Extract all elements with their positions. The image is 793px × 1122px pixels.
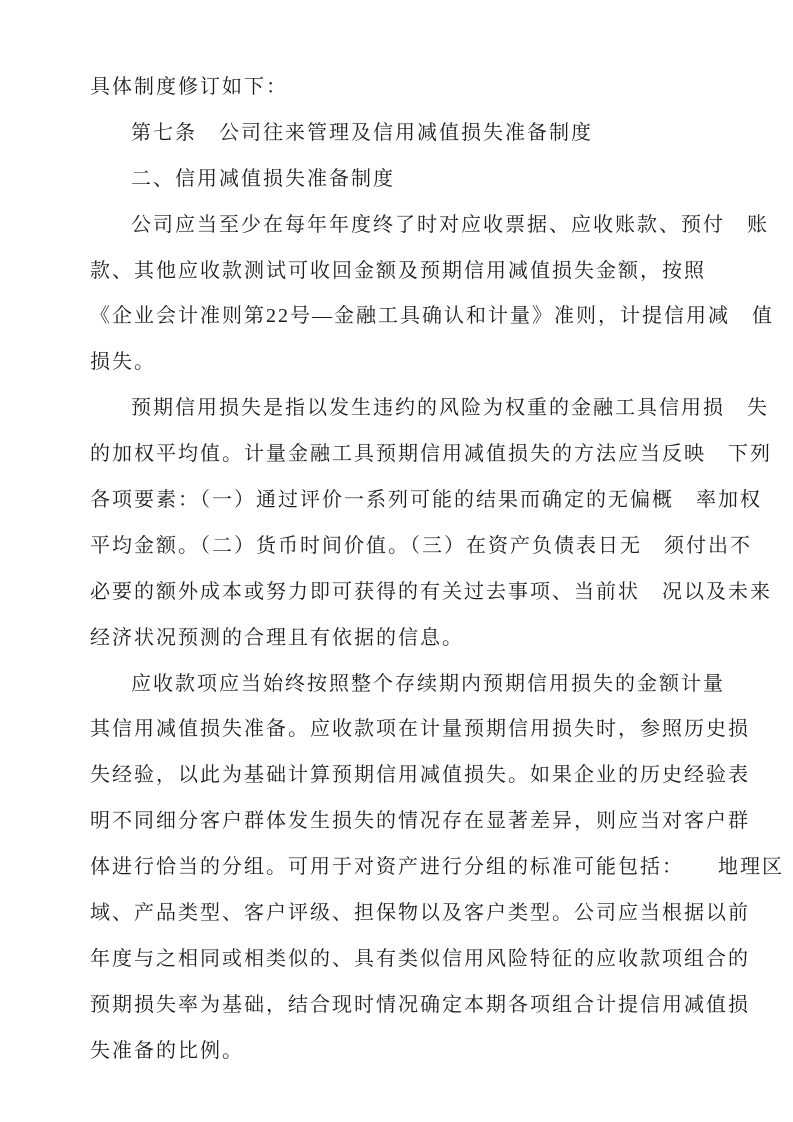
body-text-line: 域、产品类型、客户评级、担保物以及客户类型。公司应当根据以前 (90, 902, 750, 925)
body-text-line: 《企业会计准则第22号—金融工具确认和计量》准则，计提信用减 值 (90, 305, 774, 328)
body-text-line: 失准备的比例。 (90, 1039, 244, 1062)
body-text-line: 损失。 (90, 351, 156, 374)
body-text-line: 应收款项应当始终按照整个存续期内预期信用损失的金额计量 (131, 672, 725, 695)
body-text-line: 必要的额外成本或努力即可获得的有关过去事项、当前状 况以及未来 (90, 580, 772, 603)
body-text-line: 体进行恰当的分组。可用于对资产进行分组的标准可能包括： 地理区 (90, 856, 784, 879)
body-text-line: 公司应当至少在每年年度终了时对应收票据、应收账款、预付 账 (131, 213, 769, 236)
article-7-heading: 第七条 公司往来管理及信用减值损失准备制度 (131, 121, 593, 144)
body-text-line: 明不同细分客户群体发生损失的情况存在显著差异，则应当对客户群 (90, 810, 750, 833)
body-text-line: 各项要素：（一）通过评价一系列可能的结果而确定的无偏概 率加权 (90, 489, 762, 512)
body-text-line: 年度与之相同或相类似的、具有类似信用风险特征的应收款项组合的 (90, 947, 750, 970)
intro-line: 具体制度修订如下： (90, 76, 288, 98)
body-text-line: 预期信用损失是指以发生违约的风险为权重的金融工具信用损 失 (131, 397, 769, 420)
body-text-line: 款、其他应收款测试可收回金额及预期信用减值损失金额，按照 (90, 259, 706, 282)
body-text-line: 经济状况预测的合理且有依据的信息。 (90, 626, 464, 649)
body-text-line: 其信用减值损失准备。应收款项在计量预期信用损失时，参照历史损 (90, 718, 750, 741)
body-text-line: 预期损失率为基础，结合现时情况确定本期各项组合计提信用减值损 (90, 993, 750, 1016)
body-text-line: 的加权平均值。计量金融工具预期信用减值损失的方法应当反映 下列 (90, 443, 772, 466)
section-2-heading: 二、信用减值损失准备制度 (131, 167, 395, 190)
body-text-line: 失经验，以此为基础计算预期信用减值损失。如果企业的历史经验表 (90, 764, 750, 787)
body-text-line: 平均金额。（二）货币时间价值。（三）在资产负债表日无 须付出不 (90, 534, 752, 557)
